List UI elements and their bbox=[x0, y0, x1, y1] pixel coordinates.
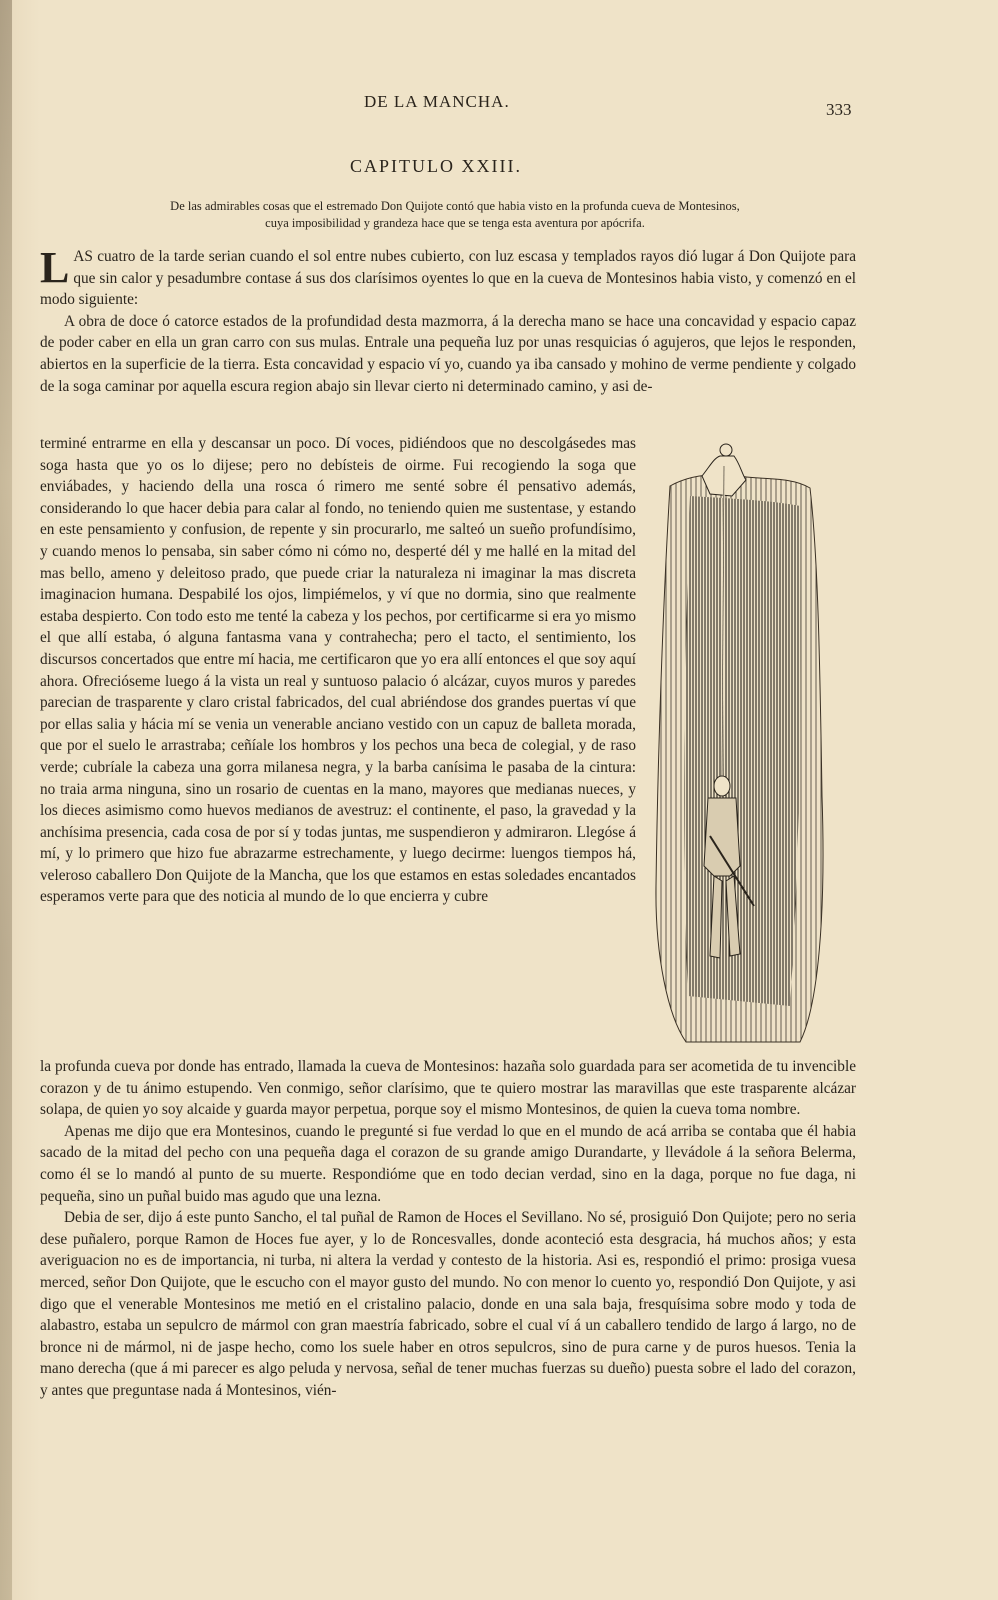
paragraph-1 bbox=[40, 243, 856, 311]
paragraph-2-start: A obra de doce ó catorce estados de la profundidad desta mazmorra, á la derecha mano se hace una concavidad y espacio capaz de poder caber en ella un gran carro con sus mulas. Entrale una pequeña luz por unas resquicias ó agujeros, que lejos le responden, abiertos en la superficie de la tierra. Esta concavidad y espacio ví yo, cuando ya iba cansado y mohino de verme pendiente y colgado de la soga caminar por aquella escura region abajo sin llevar cierto ni determinado camino, y asi de- bbox=[40, 312, 856, 395]
text-block-top bbox=[40, 243, 856, 397]
paragraph-2-end: la profunda cueva por donde has entrado, llamada la cueva de Montesinos: hazaña solo guardada para ser acometida de tu invencible corazon y de tu ánimo estupendo. Ven conmigo, señor clarísimo, que te quiero mostrar las maravillas que este trasparente alcázar solapa, de quien yo soy alcaide y guarda mayor perpetua, porque soy el mismo Montesinos, de quien la cueva toma nombre. bbox=[40, 1058, 856, 1119]
page-gutter bbox=[0, 0, 12, 1600]
drop-cap: L bbox=[40, 243, 70, 292]
chapter-summary-line: cuya imposibilidad y grandeza hace que se tenga esta aventura por apócrifa. bbox=[265, 216, 645, 230]
paragraph-2-middle: terminé entrarme en ella y descansar un poco. Dí voces, pidiéndoos que no descolgásedes mas soga hasta que yo os lo dijese; pero no debísteis de oirme. Fui recogiendo la soga que enviábades, y haciendo della una rosca ó rimero me senté sobre él pensativo además, considerando lo que hacer debia para calar al fondo, no teniendo quien me sustentase, y estando en este pensamiento y confusion, de repente y sin procurarlo, me salteó un sueño profundísimo, y cuando menos lo pensaba, sin saber cómo ni cómo no, desperté dél y me hallé en la mitad del mas bello, ameno y deleitoso prado, que puede criar la naturaleza ni imaginar la mas discreta imaginacion humana. Despabilé los ojos, limpiémelos, y ví que no dormia, sino que realmente estaba despierto. Con todo esto me tenté la cabeza y los pechos, por certificarme si era yo mismo el que allí estaba, ó alguna fantasma vana y contrahecha; pero el tacto, el sentimiento, los discursos concertados que entre mí hacia, me certificaron que yo era allí entonces el que soy aquí ahora. Ofrecióseme luego á la vista un real y suntuoso palacio ó alcázar, cuyos muros y paredes parecian de trasparente y claro cristal fabricados, del cual abriéndose dos grandes puertas ví que por ellas salia y hácia mí se venia un venerable anciano vestido con un capuz de balleta morada, que por el suelo le arrastraba; ceñíale los hombros y los pechos una beca de colegial, y de raso verde; cubríale la cabeza una gorra milanesa negra, y la barba canísima le pasaba de la cintura: no traia arma ninguna, sino un rosario de cuentas en la mano, mayores que medianas nueces, y los dieces asimismo como huevos medianos de avestruz: el continente, el paso, la gravedad y la anchísima presencia, cada cosa de por sí y todas juntas, me suspendieron y admiraron. Llegóse á mí, y lo primero que hizo fue abrazarme estrechamente, y luego decirme: luengos tiempos há, veleroso caballero Don Quijote de la Mancha, que los que estamos en estas soledades encantados esperamos verte para que des noticia al mundo de lo que encierra y cubre bbox=[40, 435, 636, 906]
paragraph-1-text: AS cuatro de la tarde serian cuando el sol entre nubes cubierto, con luz escasa y templados rayos dió lugar á Don Quijote para que sin calor y pesadumbre contase á sus dos clarísimos oyentes lo que en la cueva de Montesinos habia visto, y comenzó en el modo siguiente: bbox=[40, 248, 856, 309]
paragraph-4: Debia de ser, dijo á este punto Sancho, el tal puñal de Ramon de Hoces el Sevillano. No sé, prosiguió Don Quijote; pero no seria dese puñalero, porque Ramon de Hoces fue ayer, y lo de Roncesvalles, donde aconteció esta desgracia, há muchos años; y esta averiguacion no es de importancia, ni turba, ni altera la verdad y contesto de la historia. Asi es, respondió el primo: prosiga vuesa merced, señor Don Quijote, que le escucho con el mayor gusto del mundo. No con menor lo cuento yo, respondió Don Quijote, y asi digo que el venerable Montesinos me metió en el cristalino palacio, donde en una sala baja, fresquísima sobre modo y toda de alabastro, estaba un sepulcro de mármol con gran maestría fabricado, sobre el cual ví á un caballero tendido de largo á largo, no de bronce ni de mármol, ni de jaspe hecho, como los suele haber en otros sepulcros, sino de pura carne y de puros huesos. Tenia la mano derecha (que á mi parecer es algo peluda y nervosa, señal de tener muchas fuerzas su dueño) puesta sobre el lado del corazon, y antes que preguntase nada á Montesinos, vién- bbox=[40, 1209, 856, 1399]
running-head: DE LA MANCHA. bbox=[364, 92, 510, 111]
paragraph-3: Apenas me dijo que era Montesinos, cuando le pregunté si fue verdad lo que en el mundo de acá arriba se contaba que él habia sacado de la mitad del pecho con una pequeña daga el corazon de su grande amigo Durandarte, y llevádole á la señora Belerma, como él se lo mandó al punto de su muerte. Respondióme que en todo decian verdad, sino en la daga, porque no fue daga, ni pequeña, sino un puñal buido mas agudo que una lezna. bbox=[40, 1122, 856, 1205]
page-number: 333 bbox=[826, 100, 852, 119]
chapter-title: CAPITULO XXIII. bbox=[350, 156, 522, 176]
chapter-summary-line: De las admirables cosas que el estremado Don Quijote contó que habia visto en la profunda cueva de Montesinos, bbox=[170, 199, 740, 213]
chapter-summary bbox=[60, 198, 850, 232]
text-block-beside-illustration bbox=[40, 433, 636, 908]
text-block-bottom bbox=[40, 1056, 856, 1402]
cave-illustration bbox=[650, 436, 830, 1048]
